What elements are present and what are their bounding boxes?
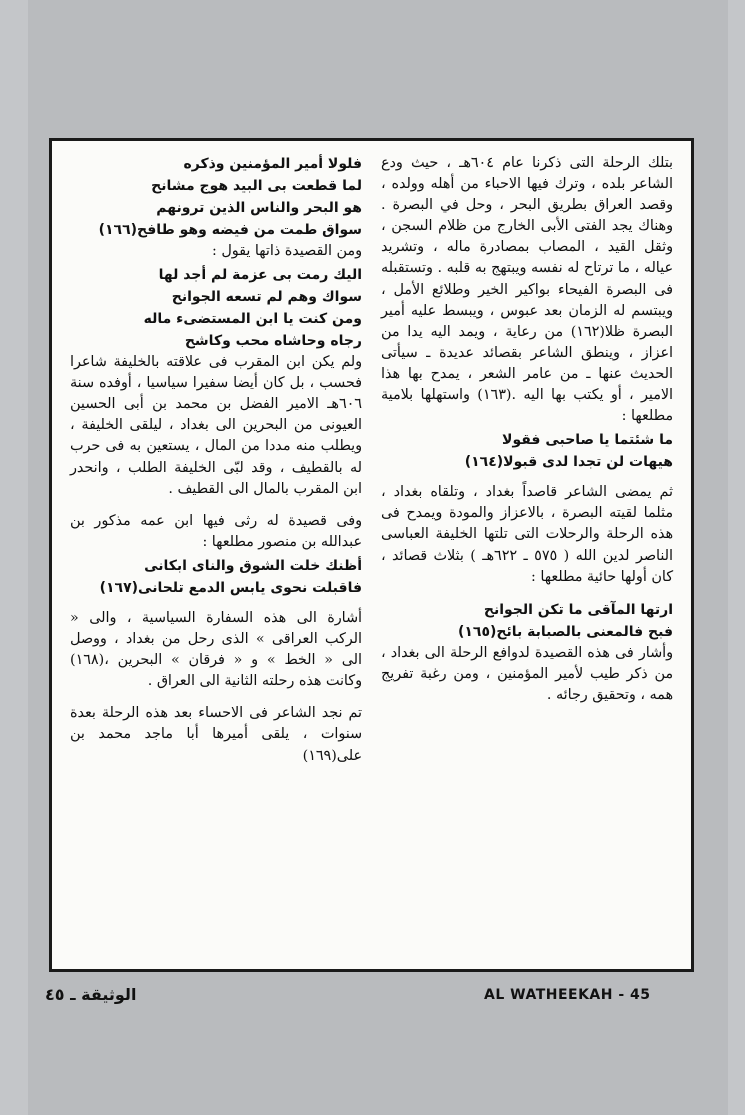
page-number-arabic: الوثيقة ـ ٤٥ <box>45 985 137 1004</box>
paragraph: تم نجد الشاعر فى الاحساء بعد هذه الرحلة بعدة سنوات ، يلقى أميرها أبا ماجد محمد بن على(١٦٩) <box>70 705 362 764</box>
verse-line: ما شئتما يا صاحبى فقولا <box>502 432 673 449</box>
verse-line: سواق طمت من فيضه وهو طافح(١٦٦) <box>98 222 362 238</box>
paragraph: أشارة الى هذه السفارة السياسية ، والى « الركب العراقى » الذى رحل من بغداد ، ووصل الى « الخط » و « فرقان » البحرين ،(١٦٨) وكانت هذه رحلته الثانية الى العراق . <box>70 609 362 690</box>
article-frame <box>49 138 694 972</box>
verse-line: لما قطعت بى البيد هوج مشانح <box>151 178 362 194</box>
verse-line: فاقبلت نحوى يابس الدمع تلحانى(١٦٧) <box>99 579 362 596</box>
page-number-latin: AL WATHEEKAH - 45 <box>484 987 651 1003</box>
paragraph: وفى قصيدة له رثى فيها ابن عمه مذكور بن عبدالله بن منصور مطلعها : <box>70 512 362 550</box>
left-column <box>70 153 362 769</box>
right-column <box>381 153 673 708</box>
verse-line: رجاه وحاشاه محب وكاشح <box>184 333 362 350</box>
verse-line: اليك رمت بى عزمة لم أجد لها <box>158 267 362 284</box>
paragraph: بتلك الرحلة التى ذكرنا عام ٦٠٤هـ ، حيث ودع الشاعر بلده ، وترك فيها الاحباء من أهله وولده ، وقصد العراق بطريق البحر ، وحل في البصرة . وهناك يجد الفتى الأبى الخارج من ظلام السجن ، وثقل القيد ، المصاب بمصادرة ماله ، وتشريد عياله ، ما ترتاح له نفسه ويبتهج به قلبه . وتستقبله فى البصرة الفيحاء بواكير الخير وطلائع الأمل ، ويبتسم له الزمان بعد عبوس ، ويبسط عليه أمير البصرة ظلا(١٦٢) من رعاية ، ويمد اليه يدا من اعزاز ، وينطق الشاعر بقصائد عديدة ـ سيأتى الحديث عنها ـ من عامر الشعر ، يمدح بها هذا الامير ، أو يكتب بها اليه .(١٦٣) واستهلها بلامية مطلعها : <box>381 155 673 425</box>
paragraph: ولم يكن ابن المقرب فى علاقته بالخليفة شاعرا فحسب ، بل كان أيضا سفيرا سياسيا ، أوفده سنة ٦٠٦هـ الامير الفضل بن محمد بن أبى الحسين العيونى من البحرين الى بغداد ، ليلقى الخليفة ، ويطلب منه مددا من المال ، يستعين به فى حرب له بالقطيف ، وقد لبّى الخليفة الطلب ، وانحدر ابن المقرب بالمال الى القطيف . <box>70 354 362 497</box>
verse-line: هيهات لن تجدا لدى قبولا(١٦٤) <box>464 454 673 471</box>
verse-line: فلولا أمير المؤمنين وذكره <box>183 156 362 172</box>
verse-line: ارتها المآقى ما تكن الجوانح <box>483 601 673 618</box>
paragraph: ثم يمضى الشاعر قاصداً بغداد ، وتلقاه بغداد ، مثلما لقيته البصرة ، بالاعزاز والمودة ويمدح فى هذه الرحلة والرحلات التى تلتها الخليفة العباسى الناصر لدين الله ( ٥٧٥ ـ ٦٢٢هـ ) بثلاث قصائد ، كان أولها حائية مطلعها : <box>381 484 673 585</box>
verse-line: ومن كنت يا ابن المستضىء ماله <box>143 311 362 328</box>
verse-line: أظنك خلت الشوق والناى ابكانى <box>144 557 362 574</box>
verse-line: سواك وهم لم تسعه الجوانح <box>171 289 362 306</box>
paragraph: وأشار فى هذه القصيدة لدوافع الرحلة الى بغداد ، من ذكر طيب لأمير المؤمنين ، ومن رغبة تفريج همه ، وتحقيق رجائه . <box>381 644 673 703</box>
verse-line: فبح فالمعنى بالصبابة بائح(١٦٥) <box>457 623 673 640</box>
paragraph: ومن القصيدة ذاتها يقول : <box>212 243 362 259</box>
verse-line: هو البحر والناس الذين ترونهم <box>156 200 362 216</box>
